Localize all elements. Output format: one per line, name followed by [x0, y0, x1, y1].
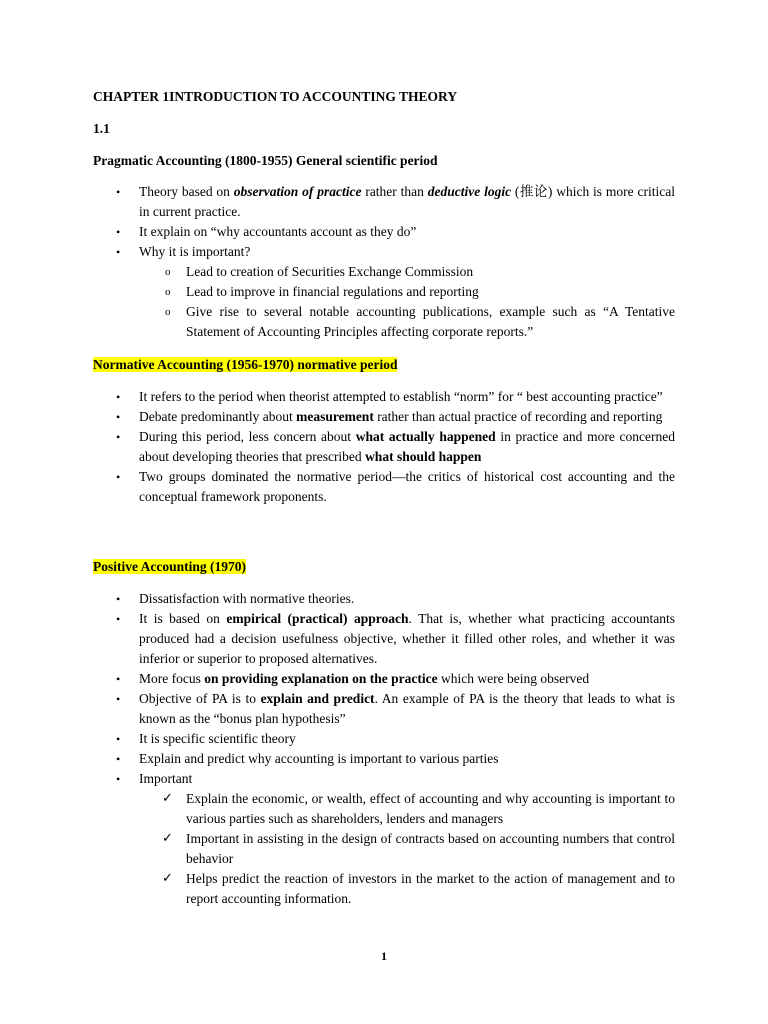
emphasis: empirical (practical) approach	[226, 611, 409, 626]
list-item	[0, 182, 675, 222]
emphasis: explain and predict	[260, 691, 375, 706]
list-item	[0, 427, 675, 467]
text: Objective of PA is to	[139, 691, 261, 706]
text: • It explain on “why accountants account as they do”	[139, 224, 417, 239]
text: Debate predominantly about	[139, 409, 297, 424]
text: o Lead to improve in financial regulations and reporting	[186, 284, 479, 299]
checklist-item	[139, 869, 675, 909]
sub-list-item	[139, 282, 675, 302]
text: Theory based on	[139, 184, 234, 199]
list-item	[0, 589, 675, 609]
text: ✓ Explain the economic, or wealth, effect of accounting and why accounting is important to various parties such as shareholders, lenders and managers	[186, 791, 675, 826]
positive-heading	[93, 557, 246, 577]
text: . An example of PA is the theory that leads to what is known as the “bonus plan hypothesis”	[139, 691, 675, 726]
section-number: 1.1	[93, 121, 110, 136]
text: During this period, less concern about	[139, 429, 356, 444]
chapter-title: CHAPTER 1INTRODUCTION TO ACCOUNTING THEORY	[93, 89, 458, 104]
list-item	[0, 609, 675, 669]
emphasis: what should happen	[365, 449, 482, 464]
list-item	[0, 407, 675, 427]
list-item	[0, 669, 675, 689]
pragmatic-list	[0, 182, 675, 342]
emphasis: measurement	[296, 409, 374, 424]
text: (推论) which is more critical in current practice.	[139, 184, 675, 219]
text: • Explain and predict why accounting is important to various parties	[139, 751, 499, 766]
normative-list	[0, 387, 675, 507]
text: • Important	[139, 771, 193, 786]
text: • Why it is important?	[139, 244, 251, 259]
text: • Dissatisfaction with normative theories.	[139, 591, 355, 606]
list-item	[0, 689, 675, 729]
text: • It refers to the period when theorist attempted to establish “norm” for “ best accounting practice”	[139, 389, 663, 404]
text: o Give rise to several notable accounting publications, example such as “A Tentative Statement of Accounting Principles affecting corporate reports.”	[186, 304, 675, 339]
text: • Two groups dominated the normative period—the critics of historical cost accounting and the conceptual framework proponents.	[139, 469, 675, 504]
checklist-item	[139, 789, 675, 829]
list-item	[0, 387, 675, 407]
text: rather than	[361, 184, 428, 199]
text: which were being observed	[437, 671, 590, 686]
text: in practice and more concerned about developing theories that prescribed	[139, 429, 675, 464]
sub-list	[139, 262, 675, 342]
checklist-item	[139, 829, 675, 869]
list-item	[0, 242, 675, 342]
list-item	[0, 467, 675, 507]
text: • It is specific scientific theory	[139, 731, 296, 746]
list-item	[0, 729, 675, 749]
emphasis: on providing explanation on the practice	[204, 671, 438, 686]
sub-list-item	[139, 262, 675, 282]
emphasis: deductive logic	[427, 184, 512, 199]
normative-heading	[93, 355, 397, 375]
text: . That is, whether what practicing accountants produced had a decision usefulness objective, whether it filled other roles, and whether it was inferior or superior to proposed alternatives.	[139, 611, 675, 666]
text: rather than actual practice of recording and reporting	[373, 409, 663, 424]
highlighted-heading: Normative Accounting (1956-1970) normative period	[93, 357, 398, 372]
list-item	[0, 769, 675, 909]
emphasis: what actually happened	[355, 429, 496, 444]
pragmatic-heading: Pragmatic Accounting (1800-1955) General scientific period	[93, 153, 438, 168]
page-number: 1	[381, 949, 387, 963]
positive-list	[0, 589, 675, 909]
text: ✓ Important in assisting in the design of contracts based on accounting numbers that control behavior	[186, 831, 675, 866]
highlighted-heading: Positive Accounting (1970)	[93, 559, 246, 574]
text: o Lead to creation of Securities Exchange Commission	[186, 264, 474, 279]
text: It is based on	[139, 611, 227, 626]
text: More focus	[139, 671, 205, 686]
checklist	[139, 789, 675, 909]
list-item	[0, 749, 675, 769]
sub-list-item	[139, 302, 675, 342]
text: ✓ Helps predict the reaction of investors in the market to the action of management and to report accounting information.	[186, 871, 675, 906]
list-item	[0, 222, 675, 242]
emphasis: observation of practice	[233, 184, 362, 199]
